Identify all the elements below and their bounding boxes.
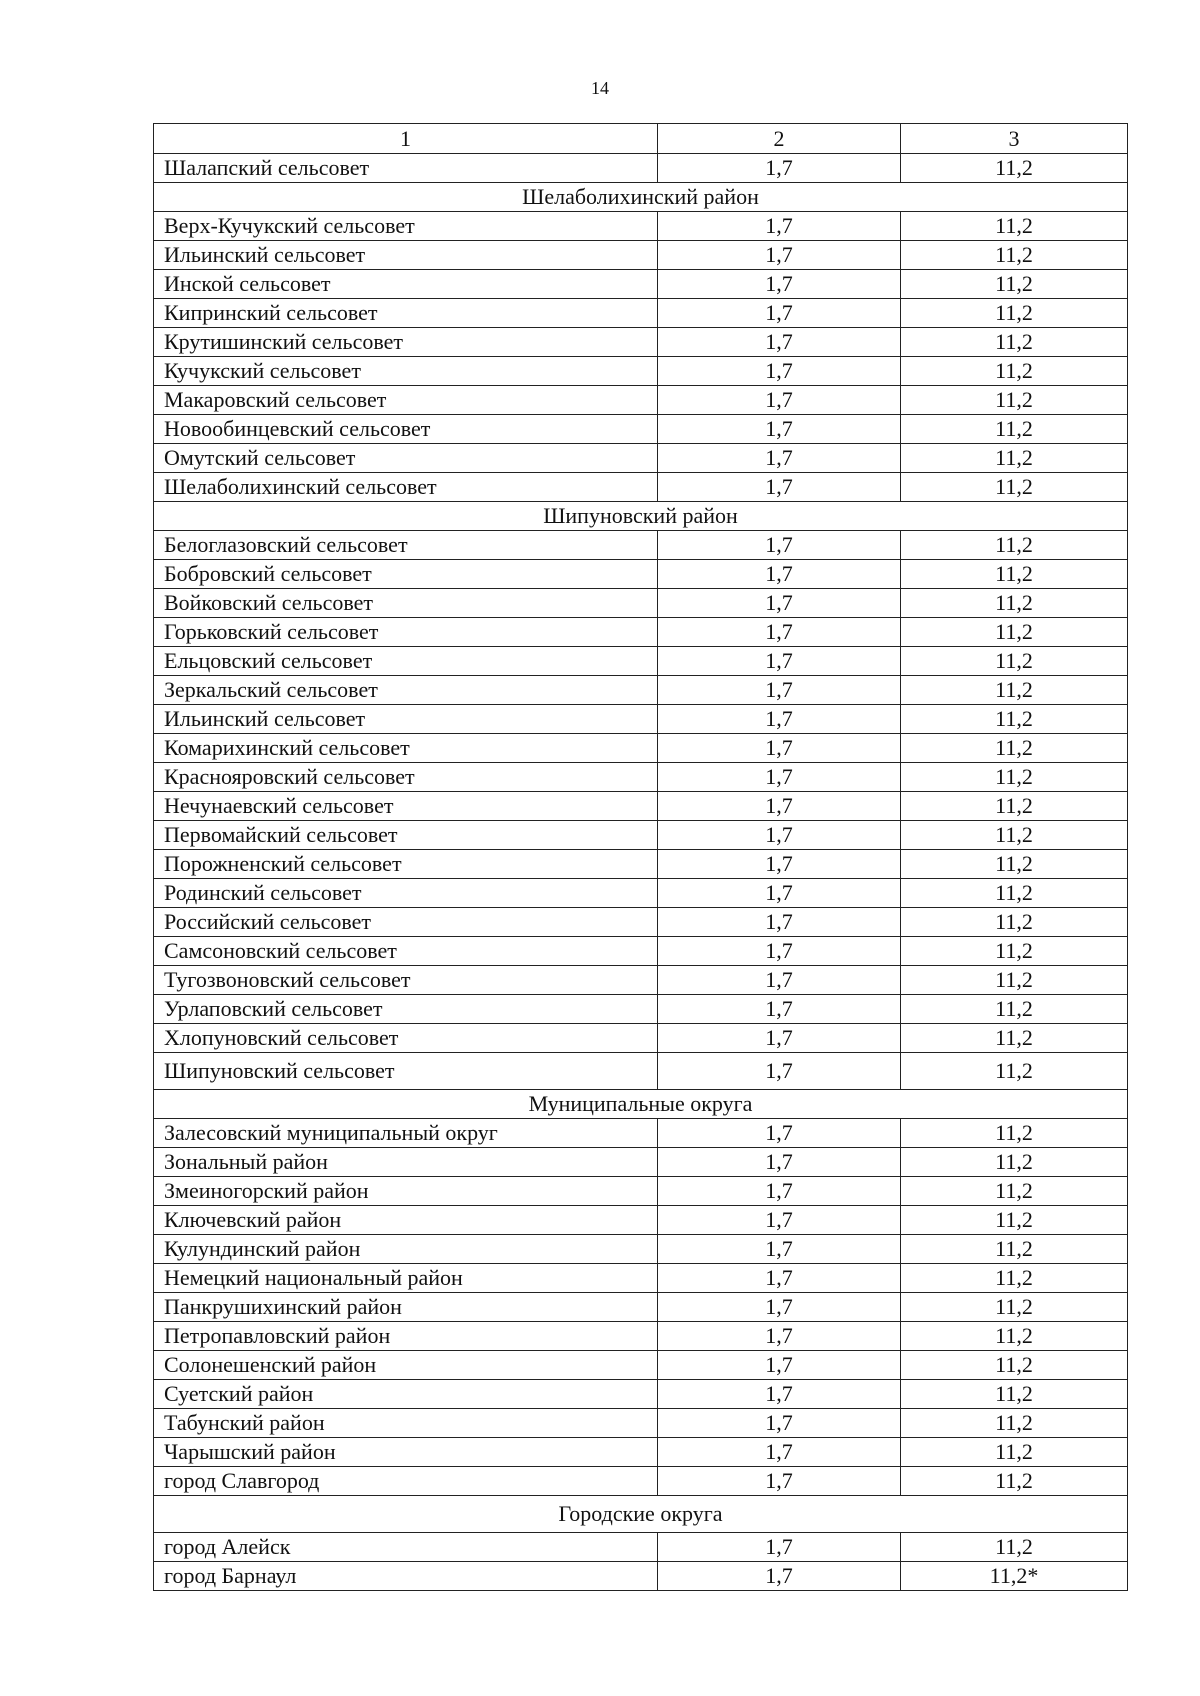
row-name-cell: Макаровский сельсовет [154,386,658,415]
row-value-col2: 1,7 [658,879,901,908]
row-value-col2: 1,7 [658,908,901,937]
row-value-col3: 11,2 [901,937,1128,966]
row-value-col2: 1,7 [658,937,901,966]
row-value-col2: 1,7 [658,618,901,647]
row-name-cell: Белоглазовский сельсовет [154,531,658,560]
row-value-col2: 1,7 [658,966,901,995]
row-value-col3: 11,2 [901,299,1128,328]
row-value-col3: 11,2 [901,908,1128,937]
table-row [154,1409,1128,1438]
table-row [154,705,1128,734]
row-value-col2: 1,7 [658,386,901,415]
row-value-col2: 1,7 [658,1053,901,1090]
row-value-col2: 1,7 [658,1562,901,1591]
table-row [154,328,1128,357]
table-header-row [154,124,1128,154]
section-title: Шелаболихинский район [154,183,1128,212]
row-value-col2: 1,7 [658,154,901,183]
row-name-cell: Новообинцевский сельсовет [154,415,658,444]
row-value-col2: 1,7 [658,1148,901,1177]
row-value-col3: 11,2 [901,1293,1128,1322]
table-row [154,1148,1128,1177]
row-name-cell: Комарихинский сельсовет [154,734,658,763]
row-value-col2: 1,7 [658,995,901,1024]
row-value-col3: 11,2 [901,821,1128,850]
table-row [154,879,1128,908]
section-row [154,1496,1128,1533]
row-value-col3: 11,2 [901,444,1128,473]
table-row [154,1322,1128,1351]
row-value-col2: 1,7 [658,1467,901,1496]
table-row [154,212,1128,241]
row-value-col3: 11,2 [901,966,1128,995]
table-row [154,850,1128,879]
row-value-col3: 11,2 [901,850,1128,879]
table-row [154,734,1128,763]
row-name-cell: Ильинский сельсовет [154,705,658,734]
table-row [154,647,1128,676]
row-name-cell: Первомайский сельсовет [154,821,658,850]
row-value-col3: 11,2 [901,1351,1128,1380]
row-value-col2: 1,7 [658,647,901,676]
row-value-col2: 1,7 [658,415,901,444]
row-value-col2: 1,7 [658,1293,901,1322]
row-name-cell: Бобровский сельсовет [154,560,658,589]
row-value-col3: 11,2 [901,1380,1128,1409]
table-row [154,1024,1128,1053]
row-value-col3: 11,2 [901,1053,1128,1090]
row-name-cell: Шелаболихинский сельсовет [154,473,658,502]
row-name-cell: Крутишинский сельсовет [154,328,658,357]
table-row [154,792,1128,821]
row-name-cell: Шалапский сельсовет [154,154,658,183]
row-name-cell: город Славгород [154,1467,658,1496]
row-name-cell: Инской сельсовет [154,270,658,299]
row-value-col3: 11,2 [901,1264,1128,1293]
row-value-col3: 11,2 [901,705,1128,734]
row-value-col3: 11,2 [901,1322,1128,1351]
table-row [154,299,1128,328]
row-name-cell: Панкрушихинский район [154,1293,658,1322]
table-row [154,1206,1128,1235]
table-row [154,1438,1128,1467]
row-value-col3: 11,2 [901,1533,1128,1562]
row-value-col2: 1,7 [658,299,901,328]
row-value-col3: 11,2 [901,386,1128,415]
row-value-col3: 11,2 [901,1177,1128,1206]
row-value-col2: 1,7 [658,241,901,270]
table-row [154,1380,1128,1409]
row-value-col2: 1,7 [658,1235,901,1264]
table-row [154,1053,1128,1090]
row-value-col2: 1,7 [658,821,901,850]
row-value-col2: 1,7 [658,1119,901,1148]
row-value-col2: 1,7 [658,1533,901,1562]
row-name-cell: Табунский район [154,1409,658,1438]
row-name-cell: Порожненский сельсовет [154,850,658,879]
table-row [154,241,1128,270]
row-name-cell: Ключевский район [154,1206,658,1235]
table-row [154,154,1128,183]
row-name-cell: Войковский сельсовет [154,589,658,618]
table-row [154,415,1128,444]
section-row [154,502,1128,531]
table-row [154,1177,1128,1206]
row-value-col3: 11,2 [901,676,1128,705]
row-value-col3: 11,2 [901,328,1128,357]
row-value-col2: 1,7 [658,792,901,821]
row-value-col2: 1,7 [658,589,901,618]
table-row [154,966,1128,995]
row-name-cell: Кучукский сельсовет [154,357,658,386]
row-value-col2: 1,7 [658,1351,901,1380]
table-row [154,473,1128,502]
section-row [154,183,1128,212]
row-value-col3: 11,2 [901,1438,1128,1467]
row-value-col2: 1,7 [658,1024,901,1053]
section-row [154,1090,1128,1119]
row-value-col3: 11,2 [901,1235,1128,1264]
row-value-col3: 11,2 [901,212,1128,241]
row-value-col2: 1,7 [658,705,901,734]
row-name-cell: Кипринский сельсовет [154,299,658,328]
table-row [154,1264,1128,1293]
row-value-col2: 1,7 [658,328,901,357]
row-name-cell: Родинский сельсовет [154,879,658,908]
table-row [154,937,1128,966]
row-name-cell: Зональный район [154,1148,658,1177]
row-name-cell: Российский сельсовет [154,908,658,937]
row-value-col3: 11,2 [901,241,1128,270]
row-value-col3: 11,2 [901,1409,1128,1438]
row-value-col2: 1,7 [658,763,901,792]
row-name-cell: Чарышский район [154,1438,658,1467]
row-value-col2: 1,7 [658,1322,901,1351]
row-name-cell: Залесовский муниципальный округ [154,1119,658,1148]
row-value-col3: 11,2 [901,357,1128,386]
table-row [154,444,1128,473]
table-row [154,676,1128,705]
row-value-col2: 1,7 [658,1206,901,1235]
row-name-cell: Горьковский сельсовет [154,618,658,647]
row-name-cell: город Барнаул [154,1562,658,1591]
row-value-col2: 1,7 [658,357,901,386]
row-value-col2: 1,7 [658,850,901,879]
table-row [154,1351,1128,1380]
column-header-3: 3 [901,124,1128,154]
row-name-cell: Нечунаевский сельсовет [154,792,658,821]
row-value-col3: 11,2 [901,1206,1128,1235]
row-name-cell: Змеиногорский район [154,1177,658,1206]
row-value-col3: 11,2 [901,1024,1128,1053]
row-value-col3: 11,2 [901,647,1128,676]
row-value-col2: 1,7 [658,212,901,241]
table-row [154,763,1128,792]
row-name-cell: Верх-Кучукский сельсовет [154,212,658,241]
row-name-cell: Хлопуновский сельсовет [154,1024,658,1053]
row-name-cell: Тугозвоновский сельсовет [154,966,658,995]
row-value-col3: 11,2 [901,734,1128,763]
row-name-cell: Шипуновский сельсовет [154,1053,658,1090]
row-value-col2: 1,7 [658,1177,901,1206]
row-name-cell: Петропавловский район [154,1322,658,1351]
table-row [154,618,1128,647]
row-value-col2: 1,7 [658,270,901,299]
section-title: Муниципальные округа [154,1090,1128,1119]
row-name-cell: Ельцовский сельсовет [154,647,658,676]
row-value-col3: 11,2 [901,154,1128,183]
row-name-cell: Краснояровский сельсовет [154,763,658,792]
row-value-col3: 11,2 [901,589,1128,618]
row-value-col2: 1,7 [658,1380,901,1409]
row-name-cell: Немецкий национальный район [154,1264,658,1293]
row-value-col3: 11,2 [901,1119,1128,1148]
column-header-1: 1 [154,124,658,154]
column-header-2: 2 [658,124,901,154]
row-name-cell: город Алейск [154,1533,658,1562]
row-value-col2: 1,7 [658,1264,901,1293]
section-title: Городские округа [154,1496,1128,1533]
row-value-col3: 11,2 [901,531,1128,560]
table-row [154,589,1128,618]
row-value-col3: 11,2 [901,618,1128,647]
row-value-col2: 1,7 [658,444,901,473]
row-value-col2: 1,7 [658,676,901,705]
row-name-cell: Омутский сельсовет [154,444,658,473]
table-row [154,1467,1128,1496]
row-value-col3: 11,2 [901,415,1128,444]
row-name-cell: Солонешенский район [154,1351,658,1380]
table-row [154,270,1128,299]
table-row [154,386,1128,415]
table-row [154,908,1128,937]
row-value-col2: 1,7 [658,734,901,763]
row-value-col2: 1,7 [658,1409,901,1438]
row-name-cell: Урлаповский сельсовет [154,995,658,1024]
table-row [154,1533,1128,1562]
table-row [154,1119,1128,1148]
table-row [154,1293,1128,1322]
row-name-cell: Самсоновский сельсовет [154,937,658,966]
row-name-cell: Зеркальский сельсовет [154,676,658,705]
row-name-cell: Ильинский сельсовет [154,241,658,270]
table-row [154,560,1128,589]
row-value-col3: 11,2 [901,473,1128,502]
row-value-col2: 1,7 [658,560,901,589]
row-value-col3: 11,2 [901,1467,1128,1496]
page-number: 14 [591,78,609,98]
row-value-col2: 1,7 [658,1438,901,1467]
rates-table [153,123,1128,1591]
row-value-col3: 11,2 [901,995,1128,1024]
row-value-col3: 11,2 [901,763,1128,792]
table-row [154,821,1128,850]
row-name-cell: Кулундинский район [154,1235,658,1264]
row-value-col3: 11,2 [901,792,1128,821]
row-value-col3: 11,2 [901,1148,1128,1177]
row-value-col3: 11,2 [901,270,1128,299]
row-value-col3: 11,2* [901,1562,1128,1591]
row-value-col2: 1,7 [658,473,901,502]
row-value-col3: 11,2 [901,560,1128,589]
table-row [154,531,1128,560]
section-title: Шипуновский район [154,502,1128,531]
row-name-cell: Суетский район [154,1380,658,1409]
table-row [154,1235,1128,1264]
table-row [154,995,1128,1024]
table-row [154,1562,1128,1591]
row-value-col3: 11,2 [901,879,1128,908]
row-value-col2: 1,7 [658,531,901,560]
table-row [154,357,1128,386]
